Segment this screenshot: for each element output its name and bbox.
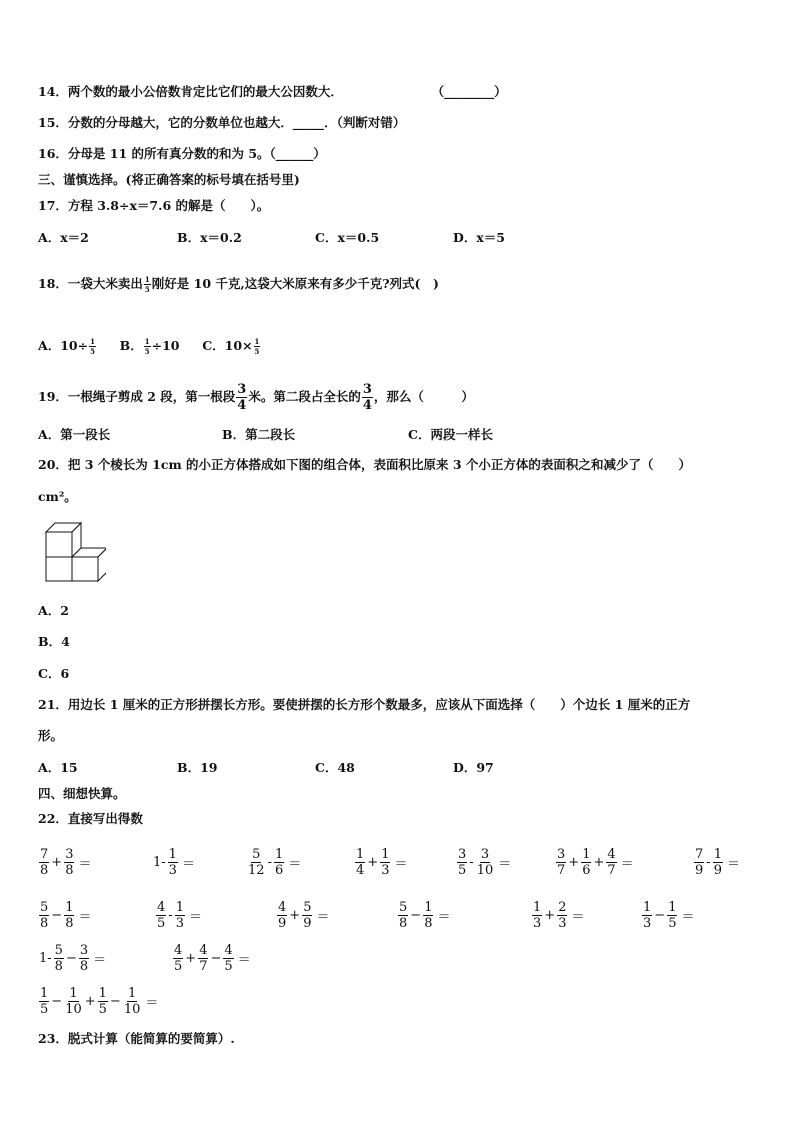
calc-expression — [397, 901, 451, 930]
question-14-answer-paren: （________） — [431, 84, 507, 99]
calc-expression — [155, 901, 203, 930]
equals-sign: ＝ — [620, 857, 634, 872]
numerator: 1 — [40, 986, 49, 1001]
numerator: 1 — [356, 847, 365, 862]
fraction — [398, 901, 408, 930]
denominator: 5 — [668, 916, 677, 931]
denominator: 3 — [168, 863, 177, 878]
fraction — [98, 987, 108, 1016]
numerator: 1 — [69, 986, 78, 1001]
denominator: 7 — [199, 959, 208, 974]
question-22: 22．直接写出得数 — [38, 811, 143, 826]
numerator: 4 — [157, 900, 166, 915]
equals-sign: ＝ — [288, 857, 302, 872]
question-18 — [38, 276, 439, 293]
q21-option-b: B．19 — [177, 760, 218, 775]
equals-sign: ＝ — [181, 857, 195, 872]
fraction — [123, 987, 142, 1016]
denominator: 3 — [558, 916, 567, 931]
q18-prefix: 18．一袋大米卖出 — [38, 276, 143, 291]
question-14 — [38, 84, 507, 100]
denominator: 8 — [40, 863, 49, 878]
calc-expression — [555, 848, 635, 877]
fraction — [642, 901, 652, 930]
denominator: 8 — [65, 863, 74, 878]
denominator: 5 — [157, 916, 166, 931]
fraction — [175, 901, 185, 930]
question-15: 15．分数的分母越大，它的分数单位也越大．_____．（判断对错） — [38, 115, 406, 130]
question-20-line-1: 20．把 3 个棱长为 1cm 的小正方体搭成如下图的组合体，表面积比原来 3 个小正方体的表面积之和减少了（ ） — [38, 457, 691, 472]
numerator: 3 — [237, 382, 247, 397]
fraction — [532, 901, 542, 930]
numerator: 4 — [174, 943, 183, 958]
operator: − — [51, 994, 63, 1009]
operator: − — [654, 908, 666, 923]
denominator: 6 — [582, 863, 591, 878]
question-21-line-2: 形。 — [38, 728, 64, 743]
numerator: 1 — [274, 847, 284, 862]
fraction — [223, 944, 233, 973]
numerator: 1 — [424, 900, 433, 915]
denominator: 9 — [303, 916, 312, 931]
q19-option-c: C．两段一样长 — [408, 427, 493, 442]
equals-sign: ＝ — [93, 953, 107, 968]
fraction — [39, 901, 49, 930]
equals-sign: ＝ — [681, 910, 695, 925]
question-16: 16．分母是 11 的所有真分数的和为 5。（______） — [38, 146, 326, 161]
numerator: 1 — [713, 847, 722, 862]
numerator: 3 — [480, 847, 490, 862]
fraction — [168, 848, 178, 877]
operator: + — [185, 951, 197, 966]
denominator: 7 — [607, 863, 616, 878]
fraction — [39, 987, 49, 1016]
numerator: 3 — [458, 847, 467, 862]
operator: + — [593, 855, 605, 870]
denominator: 5 — [98, 1002, 107, 1017]
q19-part-3: ，那么（ ） — [373, 389, 474, 404]
numerator: 1 — [90, 337, 95, 346]
fraction — [64, 848, 74, 877]
q20-option-c: C．6 — [38, 666, 70, 681]
question-21-line-1: 21．用边长 1 厘米的正方形拼摆长方形。要使拼摆的长方形个数最多，应该从下面选择（ ）个边长 1 厘米的正方 — [38, 697, 691, 712]
q18-suffix: 刚好是 10 千克,这袋大米原来有多少千克?列式( ) — [151, 276, 439, 291]
operator: 1- — [153, 855, 166, 870]
q19-part-2: 米。第二段占全长的 — [248, 389, 361, 404]
numerator: 5 — [399, 900, 408, 915]
calc-expression — [456, 848, 512, 877]
operator: − — [210, 951, 222, 966]
equals-sign: ＝ — [237, 953, 251, 968]
denominator: 5 — [174, 959, 183, 974]
fraction — [606, 848, 616, 877]
numerator: 5 — [303, 900, 312, 915]
q18-option-b: B． — [119, 338, 143, 353]
fraction — [556, 848, 566, 877]
operator: + — [84, 994, 96, 1009]
operator: − — [51, 908, 63, 923]
fraction — [64, 901, 74, 930]
numerator: 3 — [362, 382, 372, 397]
q17-option-d: D．x＝5 — [453, 230, 505, 245]
q18-option-b-fraction — [144, 338, 151, 355]
q18-option-a: A．10÷ — [38, 338, 89, 353]
q18-options — [38, 338, 261, 355]
calc-expression — [172, 944, 252, 973]
q19-fraction-2 — [362, 383, 373, 412]
numerator: 1 — [175, 900, 184, 915]
fraction — [173, 944, 183, 973]
denominator: 10 — [123, 1002, 141, 1017]
denominator: 5 — [458, 863, 467, 878]
denominator: 5 — [224, 959, 233, 974]
numerator: 7 — [695, 847, 704, 862]
denominator: 8 — [65, 916, 74, 931]
denominator: 4 — [362, 398, 372, 413]
numerator: 4 — [607, 847, 616, 862]
denominator: 5 — [40, 1002, 49, 1017]
question-20-line-2: cm²。 — [38, 489, 77, 504]
calc-expression — [693, 848, 741, 877]
operator: - — [267, 855, 272, 870]
denominator: 9 — [695, 863, 704, 878]
section-4-heading: 四、细想快算。 — [38, 786, 126, 801]
equals-sign: ＝ — [188, 910, 202, 925]
denominator: 8 — [424, 916, 433, 931]
calc-expression — [38, 944, 107, 973]
equals-sign: ＝ — [571, 910, 585, 925]
section-3-heading: 三、谨慎选择。(将正确答案的标号填在括号里) — [38, 172, 300, 187]
denominator: 5 — [144, 347, 150, 356]
denominator: 12 — [248, 863, 265, 878]
equals-sign: ＝ — [78, 910, 92, 925]
denominator: 4 — [356, 863, 365, 878]
numerator: 5 — [252, 847, 261, 862]
operator: − — [65, 951, 77, 966]
denominator: 5 — [254, 347, 260, 356]
q21-option-d: D．97 — [453, 760, 494, 775]
fraction — [457, 848, 467, 877]
numerator: 1 — [643, 900, 652, 915]
q21-option-c: C．48 — [315, 760, 355, 775]
denominator: 3 — [381, 863, 390, 878]
operator: + — [544, 908, 556, 923]
numerator: 1 — [144, 337, 150, 346]
equals-sign: ＝ — [437, 910, 451, 925]
fraction — [302, 901, 312, 930]
fraction — [380, 848, 390, 877]
fraction — [667, 901, 677, 930]
equals-sign: ＝ — [78, 857, 92, 872]
fraction — [198, 944, 208, 973]
numerator: 1 — [127, 986, 137, 1001]
denominator: 3 — [175, 916, 184, 931]
q18-option-a-fraction — [89, 338, 96, 355]
calc-expression — [38, 987, 159, 1016]
fraction — [274, 848, 284, 877]
q18-option-c: C．10× — [202, 338, 253, 353]
q21-option-a: A．15 — [38, 760, 78, 775]
fraction — [694, 848, 704, 877]
denominator: 7 — [557, 863, 566, 878]
cube-figure — [44, 521, 106, 583]
equals-sign: ＝ — [498, 857, 512, 872]
operator: + — [367, 855, 379, 870]
calc-expression — [246, 848, 302, 877]
numerator: 1 — [168, 847, 177, 862]
numerator: 3 — [557, 847, 566, 862]
fraction — [557, 901, 567, 930]
fraction — [54, 944, 64, 973]
fraction — [39, 848, 49, 877]
fraction — [423, 901, 433, 930]
denominator: 9 — [713, 863, 722, 878]
numerator: 4 — [224, 943, 233, 958]
q19-fraction-1 — [236, 383, 247, 412]
numerator: 1 — [65, 900, 74, 915]
question-23: 23．脱式计算（能简算的要简算）. — [38, 1031, 235, 1046]
calc-expression — [38, 848, 92, 877]
denominator: 6 — [274, 863, 284, 878]
denominator: 8 — [399, 916, 408, 931]
numerator: 2 — [558, 900, 567, 915]
q18-option-b-suffix: ÷10 — [151, 338, 180, 353]
operator: - — [706, 855, 711, 870]
denominator: 8 — [79, 959, 89, 974]
denominator: 4 — [237, 398, 247, 413]
numerator: 1 — [144, 275, 150, 284]
operator: + — [51, 855, 63, 870]
numerator: 4 — [278, 900, 287, 915]
operator: - — [469, 855, 474, 870]
numerator: 4 — [199, 943, 208, 958]
calc-expression — [276, 901, 330, 930]
q19-option-b: B．第二段长 — [222, 427, 296, 442]
calc-expression — [354, 848, 408, 877]
operator: - — [168, 908, 173, 923]
numerator: 3 — [65, 847, 74, 862]
fraction — [581, 848, 591, 877]
calc-expression — [641, 901, 695, 930]
fraction — [156, 901, 166, 930]
equals-sign: ＝ — [145, 996, 159, 1011]
fraction — [277, 901, 287, 930]
operator: + — [289, 908, 301, 923]
fraction — [355, 848, 365, 877]
fraction — [476, 848, 495, 877]
question-17: 17．方程 3.8÷x＝7.6 的解是（ ）。 — [38, 198, 270, 213]
numerator: 1 — [668, 900, 677, 915]
q20-option-a: A．2 — [38, 603, 69, 618]
equals-sign: ＝ — [726, 857, 740, 872]
operator: − — [109, 994, 121, 1009]
numerator: 3 — [79, 943, 89, 958]
denominator: 10 — [476, 863, 494, 878]
fraction — [64, 987, 83, 1016]
denominator: 10 — [65, 1002, 82, 1017]
q17-option-b: B．x＝0.2 — [177, 230, 242, 245]
q20-option-b: B．4 — [38, 634, 70, 649]
denominator: 9 — [278, 916, 287, 931]
operator: + — [568, 855, 580, 870]
fraction — [79, 944, 89, 973]
numerator: 1 — [254, 337, 260, 346]
numerator: 7 — [40, 847, 49, 862]
q19-option-a: A．第一段长 — [38, 427, 111, 442]
calc-expression — [531, 901, 585, 930]
q17-option-a: A．x＝2 — [38, 230, 89, 245]
numerator: 5 — [54, 943, 63, 958]
equals-sign: ＝ — [316, 910, 330, 925]
question-19 — [38, 382, 474, 412]
denominator: 8 — [40, 916, 49, 931]
equals-sign: ＝ — [394, 857, 408, 872]
numerator: 5 — [40, 900, 49, 915]
operator: − — [410, 908, 422, 923]
numerator: 1 — [582, 847, 591, 862]
numerator: 1 — [533, 900, 542, 915]
numerator: 1 — [381, 847, 390, 862]
denominator: 3 — [643, 916, 652, 931]
denominator: 5 — [90, 347, 95, 356]
q18-fraction — [144, 276, 151, 293]
q18-option-c-fraction — [254, 338, 261, 355]
fraction — [713, 848, 723, 877]
denominator: 5 — [144, 285, 150, 294]
question-14-text: 14．两个数的最小公倍数肯定比它们的最大公因数大． — [38, 84, 343, 99]
operator: 1- — [39, 951, 52, 966]
calc-expression — [38, 901, 92, 930]
calc-expression — [152, 848, 196, 877]
q19-part-1: 19．一根绳子剪成 2 段，第一根段 — [38, 389, 236, 404]
denominator: 3 — [533, 916, 542, 931]
fraction — [247, 848, 266, 877]
numerator: 1 — [98, 986, 107, 1001]
q17-option-c: C．x＝0.5 — [315, 230, 380, 245]
denominator: 8 — [54, 959, 63, 974]
